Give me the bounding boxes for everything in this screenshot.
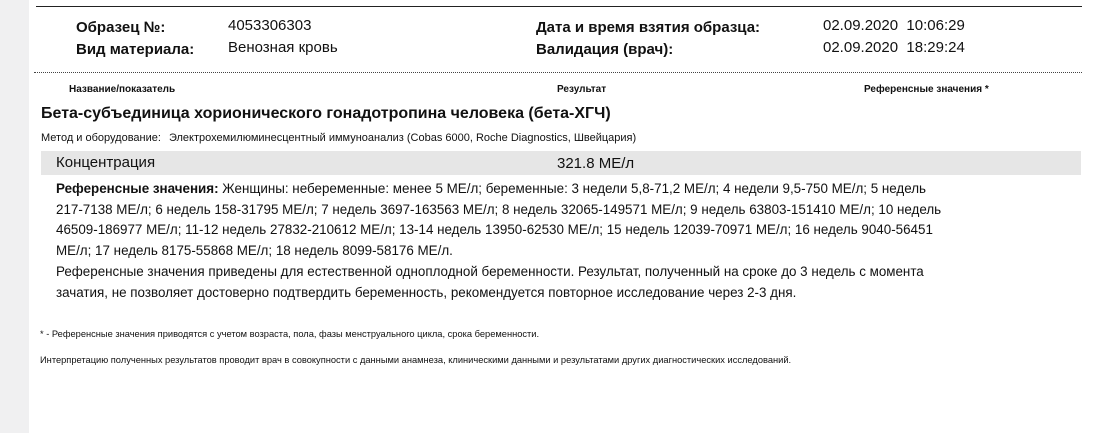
method-label: Метод и оборудование: — [41, 132, 161, 144]
material-value: Венозная кровь — [228, 39, 338, 56]
validation-label: Валидация (врач): — [536, 41, 674, 58]
column-header-result: Результат — [557, 84, 607, 95]
reference-values-note: Референсные значения приведены для естественной одноплодной беременности. Результат, полученный на сроке до 3 недель с момента зачатия, не позволяет достоверно подтвердить беременность, рекомендуется повторное исследование через 2-3 дня. — [56, 263, 924, 300]
validation-value: 02.09.2020 18:29:24 — [823, 39, 965, 56]
result-value: 321.8 МЕ/л — [557, 155, 635, 172]
top-rule — [36, 6, 1082, 7]
reference-values-block — [56, 179, 956, 303]
sample-number-value: 4053306303 — [228, 17, 312, 34]
reference-values-label: Референсные значения: — [56, 181, 219, 196]
dotted-separator — [34, 72, 1082, 73]
sample-number-label: Образец №: — [76, 19, 166, 36]
column-header-name: Название/показатель — [69, 84, 176, 95]
column-header-reference: Референсные значения * — [864, 84, 989, 95]
reference-values-text: Женщины: небеременные: менее 5 МЕ/л; беременные: 3 недели 5,8-71,2 МЕ/л; 4 недели 9,5-750 МЕ/л; 5 недель 217-7138 МЕ/л; 6 недель 158-31795 МЕ/л; 7 недель 3697-163563 МЕ/л; 8 недель 32065-149571 МЕ/л; 9 недель 63803-151410 МЕ/л; 10 недель 46509-186977 МЕ/л; 11-12 недель 27832-210612 МЕ/л; 13-14 недель 13950-62530 МЕ/л; 15 недель 12039-70971 МЕ/л; 16 недель 9040-56451 МЕ/л; 17 недель 8175-55868 МЕ/л; 18 недель 8099-58176 МЕ/л. — [56, 181, 942, 259]
method-value: Электрохемилюминесцентный иммуноанализ (Cobas 6000, Roche Diagnostics, Швейцария) — [168, 132, 637, 144]
result-row — [41, 151, 1081, 175]
asterisk-footnote: * - Референсные значения приводятся с учетом возраста, пола, фазы менструального цикла, срока беременности. — [40, 329, 540, 339]
collection-datetime-label: Дата и время взятия образца: — [536, 19, 761, 36]
material-label: Вид материала: — [76, 41, 195, 58]
collection-datetime-value: 02.09.2020 10:06:29 — [823, 17, 965, 34]
test-title: Бета-субъединица хорионического гонадотропина человека (бета-ХГЧ) — [41, 105, 611, 122]
method-line — [41, 132, 644, 144]
interpretation-note: Интерпретацию полученных результатов проводит врач в совокупности с данными анамнеза, клиническими данными и результатами других диагностических исследований. — [40, 355, 792, 365]
parameter-name: Концентрация — [56, 154, 156, 171]
